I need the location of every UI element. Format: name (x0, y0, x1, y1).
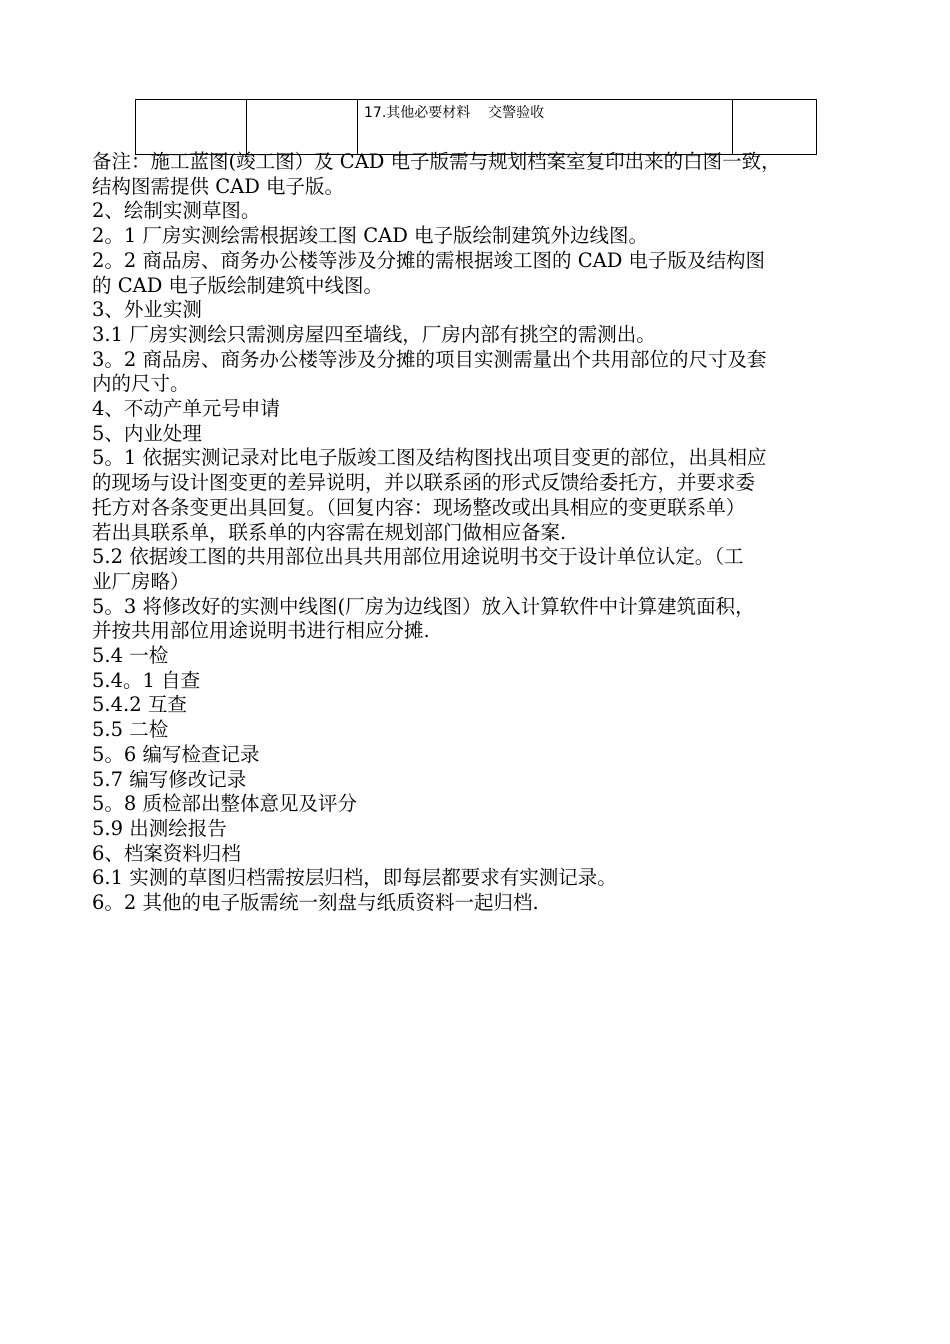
text-line: 5.5 二检 (92, 718, 169, 742)
table-cell-material-item: 17.其他必要材料 交警验收 (358, 100, 733, 155)
text-line: 托方对各条变更出具回复。（回复内容：现场整改或出具相应的变更联系单） (92, 495, 746, 519)
table-row (136, 100, 817, 155)
text-line: 的现场与设计图变更的差异说明，并以联系函的形式反馈给委托方，并要求委 (92, 471, 756, 495)
text-line: 的 CAD 电子版绘制建筑中线图。 (92, 273, 384, 297)
text-line: 6.1 实测的草图归档需按层归档，即每层都要求有实测记录。 (92, 866, 617, 890)
text-line: 若出具联系单，联系单的内容需在规划部门做相应备案. (92, 520, 567, 544)
text-line: 5.4。1 自查 (92, 668, 201, 692)
text-line: 6。2 其他的电子版需统一刻盘与纸质资料一起归档. (92, 891, 539, 915)
text-line: 2、绘制实测草图。 (92, 199, 261, 223)
text-line: 5.7 编写修改记录 (92, 767, 247, 791)
table-cell (247, 100, 358, 155)
text-line: 内的尺寸。 (92, 372, 190, 396)
table-cell (733, 100, 817, 155)
text-line: 3。2 商品房、商务办公楼等涉及分摊的项目实测需量出个共用部位的尺寸及套 (92, 347, 767, 371)
table-cell (136, 100, 247, 155)
text-line: 5.4.2 互查 (92, 693, 187, 717)
text-line: 5。8 质检部出整体意见及评分 (92, 792, 358, 816)
text-line: 6、档案资料归档 (92, 841, 241, 865)
text-line: 3.1 厂房实测绘只需测房屋四至墙线，厂房内部有挑空的需测出。 (92, 322, 656, 346)
text-line: 结构图需提供 CAD 电子版。 (92, 174, 345, 198)
text-line: 5、内业处理 (92, 421, 202, 445)
text-line: 4、不动产单元号申请 (92, 397, 280, 421)
text-line: 5.2 依据竣工图的共用部位出具共用部位用途说明书交于设计单位认定。（工 (92, 545, 744, 569)
text-line: 2。1 厂房实测绘需根据竣工图 CAD 电子版绘制建筑外边线图。 (92, 224, 649, 248)
text-line: 5。3 将修改好的实测中线图(厂房为边线图）放入计算软件中计算建筑面积， (92, 594, 755, 618)
text-line: 5.9 出测绘报告 (92, 816, 227, 840)
text-line: 3、外业实测 (92, 298, 202, 322)
text-line: 5。6 编写检查记录 (92, 742, 260, 766)
materials-table (135, 99, 817, 155)
text-line: 5.4 一检 (92, 644, 169, 668)
text-line: 业厂房略） (92, 569, 190, 593)
document-body (92, 150, 867, 916)
text-line: 5。1 依据实测记录对比电子版竣工图及结构图找出项目变更的部位，出具相应 (92, 446, 767, 470)
text-line: 并按共用部位用途说明书进行相应分摊. (92, 619, 430, 643)
text-line: 2。2 商品房、商务办公楼等涉及分摊的需根据竣工图的 CAD 电子版及结构图 (92, 248, 766, 272)
text-line: 备注：施工蓝图(竣工图）及 CAD 电子版需与规划档案室复印出来的白图一致， (92, 150, 781, 173)
